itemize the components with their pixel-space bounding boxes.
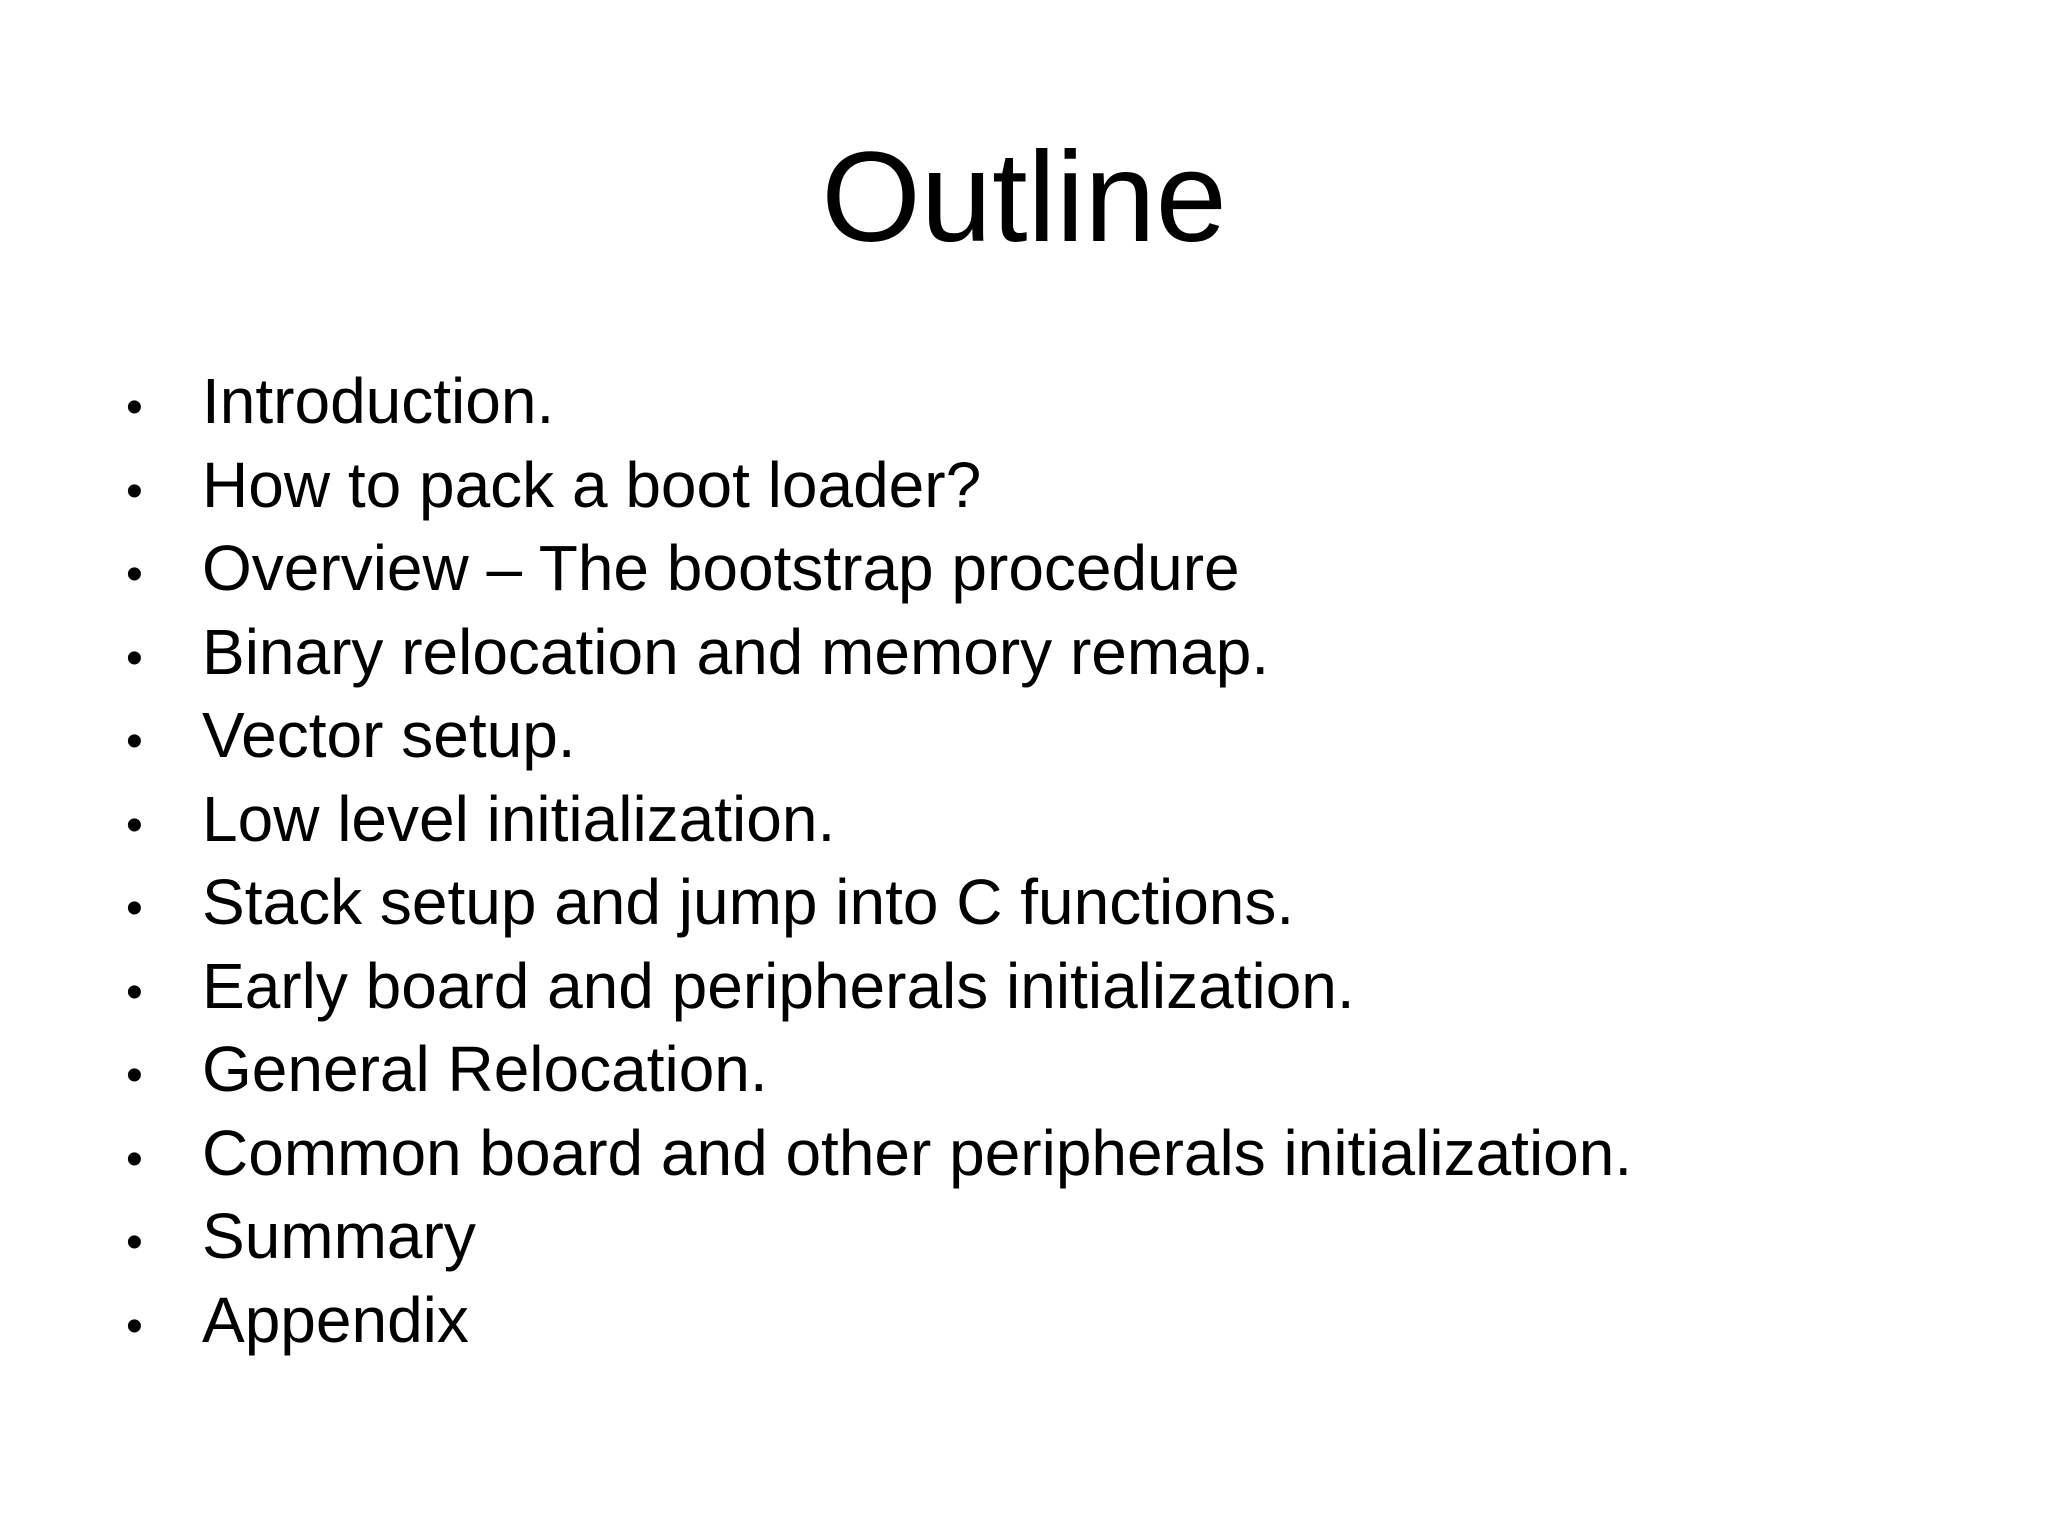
list-item-text: Overview – The bootstrap procedure (202, 532, 1240, 604)
list-item-text: Appendix (202, 1283, 469, 1356)
list-item (120, 945, 1632, 1029)
bullet-icon: • (126, 1216, 143, 1269)
list-item-text: Binary relocation and memory remap. (202, 615, 1270, 688)
slide-title: Outline (821, 126, 1227, 269)
list-item-text: How to pack a boot loader? (202, 448, 982, 521)
list-item (120, 444, 1632, 528)
bullet-icon: • (126, 1299, 143, 1353)
bullet-icon: • (126, 381, 143, 434)
bullet-icon: • (126, 965, 143, 1019)
list-item-text: Low level initialization. (202, 782, 836, 855)
bullet-icon: • (126, 631, 143, 685)
list-item-text: Introduction. (202, 365, 555, 437)
list-item (120, 694, 1632, 778)
list-item (120, 1112, 1632, 1196)
list-item (120, 778, 1632, 862)
list-item-text: Summary (202, 1200, 476, 1272)
list-item-text: Early board and peripherals initialization. (202, 949, 1355, 1022)
bullet-icon: • (126, 1049, 143, 1102)
outline-list (120, 360, 1632, 1362)
bullet-icon: • (126, 715, 143, 768)
list-item-text: General Relocation. (202, 1033, 768, 1105)
list-item (120, 861, 1632, 945)
bullet-icon: • (126, 1132, 143, 1186)
bullet-icon: • (126, 464, 143, 518)
list-item-text: Stack setup and jump into C functions. (202, 866, 1295, 938)
bullet-icon: • (126, 882, 143, 935)
list-item (120, 1279, 1632, 1363)
list-item-text: Vector setup. (202, 699, 576, 771)
list-item (120, 527, 1632, 611)
list-item (120, 611, 1632, 695)
bullet-icon: • (126, 798, 143, 852)
list-item (120, 360, 1632, 444)
list-item-text: Common board and other peripherals initialization. (202, 1116, 1633, 1189)
list-item (120, 1028, 1632, 1112)
bullet-icon: • (126, 548, 143, 601)
list-item (120, 1195, 1632, 1279)
